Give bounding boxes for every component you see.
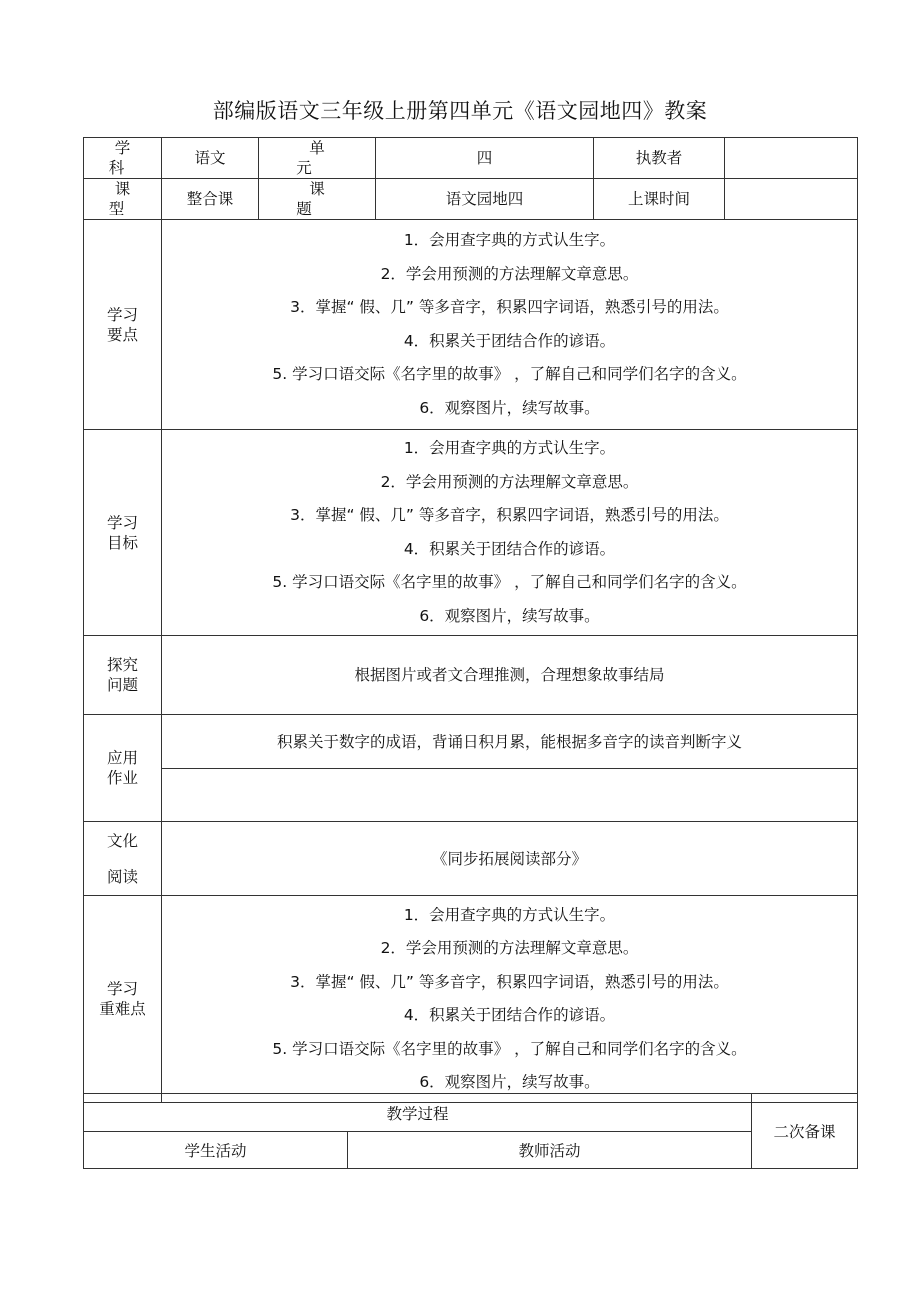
list-item: 1．会用查字典的方式认生字。 bbox=[403, 439, 616, 457]
reading-row bbox=[84, 822, 858, 896]
second-prep-label: 二次备课 bbox=[752, 1094, 858, 1169]
list-item: 2．学会用预测的方法理解文章意思。 bbox=[380, 264, 639, 283]
list-item: 1．会用查字典的方式认生字。 bbox=[403, 905, 616, 924]
teacher-value bbox=[725, 138, 858, 179]
process-subheader-row bbox=[84, 1132, 858, 1169]
teacher-label: 执教者 bbox=[594, 138, 725, 179]
inquiry-row bbox=[84, 636, 858, 715]
list-item: 5. 学习口语交际《名字里的故事》 ，了解自己和同学们名字的含义。 bbox=[272, 1039, 747, 1058]
list-item: 2．学会用预测的方法理解文章意思。 bbox=[380, 472, 639, 491]
key-points-list bbox=[162, 220, 858, 430]
list-item: 4．积累关于团结合作的谚语。 bbox=[403, 539, 616, 558]
reading-label: 文化 阅读 bbox=[84, 822, 162, 896]
objectives-label: 学习 目标 bbox=[84, 430, 162, 636]
page-title: 部编版语文三年级上册第四单元《语文园地四》教案 bbox=[212, 99, 708, 123]
difficulties-list bbox=[162, 896, 858, 1103]
objectives-list bbox=[162, 430, 858, 636]
reading-text: 《同步拓展阅读部分》 bbox=[162, 822, 858, 896]
header-row-1 bbox=[84, 138, 858, 179]
homework-row-1 bbox=[84, 715, 858, 769]
list-item: 5. 学习口语交际《名字里的故事》 ，了解自己和同学们名字的含义。 bbox=[272, 365, 747, 383]
inquiry-text: 根据图片或者文合理推测，合理想象故事结局 bbox=[162, 636, 858, 715]
student-activity-label: 学生活动 bbox=[84, 1132, 348, 1169]
lesson-type-value: 整合课 bbox=[162, 179, 259, 220]
list-item: 4．积累关于团结合作的谚语。 bbox=[403, 331, 616, 350]
topic-label: 课 题 bbox=[259, 179, 376, 220]
list-item: 3．掌握“ 假、几” 等多音字，积累四字词语，熟悉引号的用法。 bbox=[290, 972, 729, 991]
list-item: 3．掌握“ 假、几” 等多音字，积累四字词语，熟悉引号的用法。 bbox=[290, 506, 729, 524]
class-time-value bbox=[725, 179, 858, 220]
lesson-plan-table bbox=[83, 137, 858, 1103]
subject-label: 学 科 bbox=[84, 138, 162, 179]
unit-label: 单 元 bbox=[259, 138, 376, 179]
list-item: 6．观察图片，续写故事。 bbox=[419, 398, 600, 417]
teaching-process-table bbox=[83, 1093, 858, 1169]
list-item: 6．观察图片，续写故事。 bbox=[419, 606, 600, 625]
key-points-row bbox=[84, 220, 858, 430]
homework-extra bbox=[162, 769, 858, 822]
lesson-type-label: 课 型 bbox=[84, 179, 162, 220]
list-item: 4．积累关于团结合作的谚语。 bbox=[403, 1006, 616, 1024]
homework-row-2 bbox=[84, 769, 858, 822]
list-item: 6．观察图片，续写故事。 bbox=[419, 1073, 600, 1091]
homework-label: 应用 作业 bbox=[84, 715, 162, 822]
list-item: 1．会用查字典的方式认生字。 bbox=[403, 231, 616, 249]
topic-value: 语文园地四 bbox=[376, 179, 594, 220]
list-item: 3．掌握“ 假、几” 等多音字，积累四字词语，熟悉引号的用法。 bbox=[290, 298, 729, 316]
teacher-activity-label: 教师活动 bbox=[348, 1132, 752, 1169]
list-item: 2．学会用预测的方法理解文章意思。 bbox=[380, 939, 639, 957]
inquiry-label: 探究 问题 bbox=[84, 636, 162, 715]
teaching-process-title: 教学过程 bbox=[84, 1094, 752, 1132]
difficulties-row bbox=[84, 896, 858, 1103]
objectives-row bbox=[84, 430, 858, 636]
difficulties-label: 学习 重难点 bbox=[84, 896, 162, 1103]
class-time-label: 上课时间 bbox=[594, 179, 725, 220]
list-item: 5. 学习口语交际《名字里的故事》 ，了解自己和同学们名字的含义。 bbox=[272, 573, 747, 591]
key-points-label: 学习 要点 bbox=[84, 220, 162, 430]
process-header-row bbox=[84, 1094, 858, 1132]
unit-value: 四 bbox=[376, 138, 594, 179]
homework-text: 积累关于数字的成语，背诵日积月累，能根据多音字的读音判断字义 bbox=[162, 715, 858, 769]
subject-value: 语文 bbox=[162, 138, 259, 179]
header-row-2 bbox=[84, 179, 858, 220]
